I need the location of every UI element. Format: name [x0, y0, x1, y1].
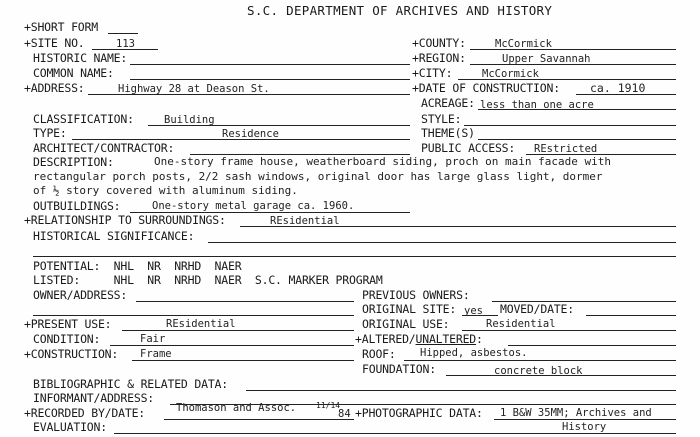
description-line-1: One-story frame house, weatherboard siding, proch on main facade with	[154, 155, 611, 168]
photographic-data-value-1: 1 B&W 35MM; Archives and	[500, 407, 652, 419]
common-name-line	[130, 79, 410, 80]
outbuildings-label: OUTBUILDINGS:	[33, 199, 121, 213]
style-label: STYLE:	[421, 112, 462, 126]
owner-address-label: OWNER/ADDRESS:	[33, 288, 128, 302]
historic-name-line	[130, 64, 410, 65]
significance-line	[208, 242, 676, 243]
public-access-label: PUBLIC ACCESS:	[421, 141, 516, 155]
short-form-label: +SHORT FORM	[24, 20, 98, 34]
owner-address-line	[136, 301, 354, 302]
common-name-label: COMMON NAME:	[33, 66, 114, 80]
informant-label: INFORMANT/ADDRESS:	[33, 391, 155, 405]
recorded-date-top: 11/14	[316, 401, 341, 410]
construction-label: +CONSTRUCTION:	[24, 347, 119, 361]
relationship-label: +RELATIONSHIP TO SURROUNDINGS:	[24, 213, 226, 227]
date-of-construction-value: ca. 1910	[590, 81, 646, 95]
roof-line	[404, 360, 676, 361]
county-label: +COUNTY:	[412, 36, 466, 50]
original-use-value: Residential	[486, 318, 556, 330]
description-label: DESCRIPTION:	[33, 155, 114, 169]
site-no-value: 113	[116, 38, 135, 50]
evaluation-line	[114, 433, 676, 434]
owner-address-line-2	[33, 315, 354, 316]
address-value: Highway 28 at Deason St.	[118, 83, 270, 95]
original-use-line	[462, 330, 676, 331]
historic-name-label: HISTORIC NAME:	[33, 51, 128, 65]
condition-label: CONDITION:	[33, 332, 101, 346]
bibliographic-label: BIBLIOGRAPHIC & RELATED DATA:	[33, 377, 228, 391]
construction-line	[132, 360, 354, 361]
city-label: +CITY:	[412, 66, 453, 80]
potential-row: POTENTIAL: NHL NR NRHD NAER	[33, 259, 242, 273]
architect-label: ARCHITECT/CONTRACTOR:	[33, 141, 175, 155]
condition-line	[110, 345, 354, 346]
original-use-label: ORIGINAL USE:	[362, 317, 450, 331]
acreage-label: ACREAGE:	[421, 96, 475, 110]
present-use-line	[122, 330, 354, 331]
foundation-value: concrete block	[494, 365, 583, 377]
recorded-by-line	[164, 419, 354, 420]
moved-date-label: MOVED/DATE:	[500, 302, 574, 316]
construction-value: Frame	[140, 348, 172, 360]
description-line-3: of ½ story covered with aluminum siding.	[33, 184, 298, 197]
significance-label: HISTORICAL SIGNIFICANCE:	[33, 229, 195, 243]
condition-value: Fair	[140, 333, 166, 345]
listed-row: LISTED: NHL NR NRHD NAER S.C. MARKER PROGRAM	[33, 273, 383, 287]
type-label: TYPE:	[33, 126, 67, 140]
region-value: Upper Savannah	[502, 53, 591, 65]
classification-label: CLASSIFICATION:	[33, 112, 134, 126]
present-use-value: REsidential	[166, 318, 236, 330]
classification-value: Building	[164, 114, 215, 126]
theme-line	[478, 139, 676, 140]
county-value: McCormick	[495, 38, 552, 50]
city-value: McCormick	[482, 68, 539, 80]
altered-label: +ALTERED/UNALTERED:	[355, 332, 483, 346]
original-site-value: yes	[464, 305, 483, 317]
photographic-data-label: +PHOTOGRAPHIC DATA:	[355, 406, 483, 420]
page-title: S.C. DEPARTMENT OF ARCHIVES AND HISTORY	[247, 3, 553, 18]
acreage-value: less than one acre	[480, 99, 594, 111]
recorded-date-bottom: 84	[338, 408, 351, 420]
photographic-data-line	[494, 419, 676, 420]
recorded-by-label: +RECORDED BY/DATE:	[24, 406, 146, 420]
theme-label: THEME(S)	[421, 126, 475, 140]
roof-label: ROOF:	[362, 347, 396, 361]
previous-owners-label: PREVIOUS OWNERS:	[362, 288, 470, 302]
present-use-label: +PRESENT USE:	[24, 317, 112, 331]
recorded-by-value: Thomason and Assoc.	[176, 402, 297, 414]
outbuildings-value: One-story metal garage ca. 1960.	[152, 200, 355, 212]
altered-line	[508, 345, 676, 346]
description-line-2: rectangular porch posts, 2/2 sash windows, original door has large glass light, dormer	[33, 170, 603, 183]
original-site-label: ORIGINAL SITE:	[362, 302, 457, 316]
significance-line-2	[33, 256, 676, 257]
public-access-value: REstricted	[534, 143, 598, 155]
foundation-label: FOUNDATION:	[362, 362, 436, 376]
date-of-construction-label: +DATE OF CONSTRUCTION:	[412, 81, 560, 95]
roof-value: Hipped, asbestos.	[420, 347, 528, 359]
style-line	[464, 125, 676, 126]
photographic-data-value-2: History	[562, 421, 607, 433]
relationship-value: REsidential	[270, 215, 340, 227]
bibliographic-line	[246, 390, 676, 391]
moved-date-line	[586, 315, 676, 316]
short-form-line	[108, 33, 138, 34]
address-label: +ADDRESS:	[24, 81, 85, 95]
type-value: Residence	[222, 128, 279, 140]
site-no-label: +SITE NO.	[24, 36, 85, 50]
evaluation-label: EVALUATION:	[33, 420, 107, 434]
region-label: +REGION:	[412, 51, 466, 65]
